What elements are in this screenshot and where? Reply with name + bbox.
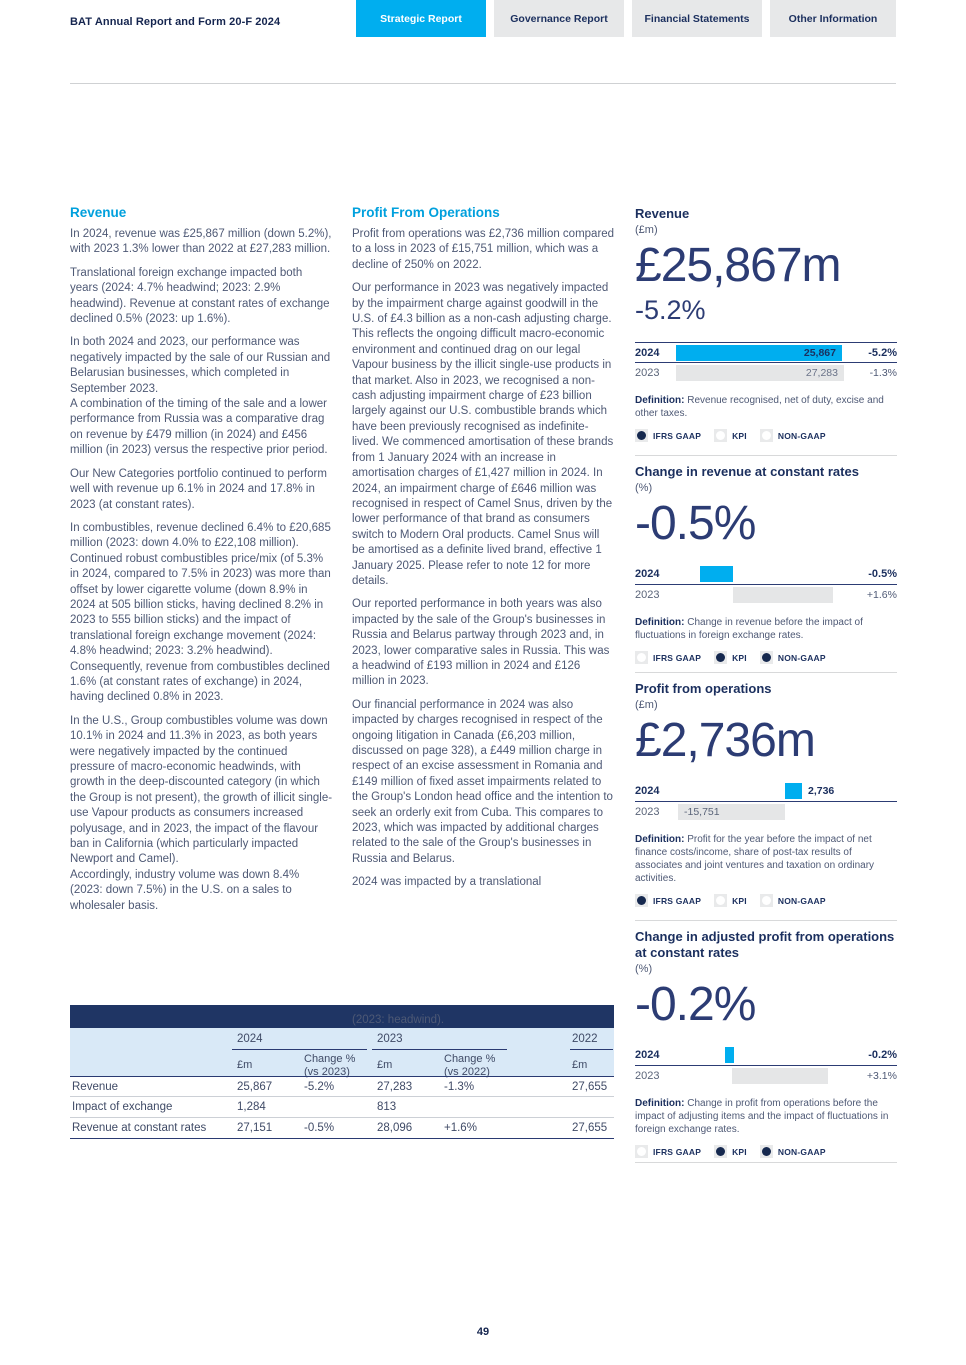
profit-overlap-text: (2023: headwind). xyxy=(352,1014,445,1026)
kpi-bar-chart xyxy=(635,342,897,384)
bar-row-2023: 2023 +1.6% xyxy=(635,589,897,601)
revenue-paragraph: In both 2024 and 2023, our performance was negatively impacted by the sale of our Russian and Belarusian businesses, which completed in September 2023. xyxy=(70,336,331,395)
revenue-heading: Revenue xyxy=(70,205,127,220)
legend-dot-icon xyxy=(637,1147,646,1156)
legend-item-non-gaap: NON-GAAP xyxy=(760,429,826,442)
kpi-legend xyxy=(635,1145,897,1158)
table-group-2023: 2023 xyxy=(377,1033,403,1045)
report-brand-title: BAT Annual Report and Form 20-F 2024 xyxy=(70,16,281,28)
legend-item-kpi: KPI xyxy=(714,1145,747,1158)
legend-chip xyxy=(635,651,648,664)
table-row: Revenue at constant rates 27,151 -0.5% 28,096 +1.6% 27,655 xyxy=(70,1118,614,1139)
profit-column xyxy=(352,205,615,899)
card-divider xyxy=(635,455,897,456)
table-row: Impact of exchange 1,284 813 xyxy=(70,1097,614,1118)
profit-paragraph: Our performance in 2023 was negatively impacted by the impairment charge against goodwill in the U.S. of £4.3 billion as a non-cash adjusting charge. This reflects the ongoing difficult macro-economic environment and continued drag on our legal Vapour business by the illicit single-use products in that market. Also in 2023, we recognised a non-cash adjusting impairment charge of £23 billion largely against our U.S. combustible brands which have been previously recognised as indefinite-lived. We commenced amortisation of these brands from 1 January 2024 with an increase in amortisation charges of £1,427 million in 2024. In 2024, an impairment charge of £646 million was recognised in respect of Camel Snus, driven by the lower performance of that brand as consumers switch to Modern Oral products. Camel Snus will be amortised as a definite lived brand, effective 1 January 2025. Please refer to note 12 for more details. xyxy=(352,282,614,587)
table-subheader: Change % (vs 2022) xyxy=(444,1053,496,1078)
kpi-card-revenue-constant-rates xyxy=(635,464,897,664)
legend-dot-icon xyxy=(762,896,771,905)
legend-chip xyxy=(635,894,648,907)
revenue-paragraph: Translational foreign exchange impacted both years (2024: 4.7% headwind; 2023: 2.9% headwind). Revenue at constant rates of exchange declined 0.5% (2023: up 1.6%). xyxy=(70,266,330,326)
legend-item-kpi: KPI xyxy=(714,894,747,907)
legend-dot-icon xyxy=(762,653,771,662)
legend-item-ifrs-gaap: IFRS GAAP xyxy=(635,1145,701,1158)
kpi-headline-value: £25,867m xyxy=(635,239,841,292)
table-column-headers xyxy=(70,1028,614,1076)
legend-item-ifrs-gaap: IFRS GAAP xyxy=(635,651,701,664)
revenue-paragraph: In the U.S., Group combustibles volume was down 10.1% in 2024 and 11.3% in 2023, as both years were negatively impacted by the continued pressure of macro-economic headwinds, with growth in the deep-discounted category (in which the Group is not present), the growth of illicit single-use Vapour products as consumers increased polyusage, and in 2023, the impact of the flavour ban in California (which particularly impacted Newport and Camel). xyxy=(70,714,333,866)
bar-2024 xyxy=(700,566,733,582)
bar-row-2024: 2024 2,736 xyxy=(635,781,897,802)
table-group-underline xyxy=(232,1049,367,1050)
bar-pct: +3.1% xyxy=(866,1070,897,1082)
table-subheader: Change % (vs 2023) xyxy=(304,1053,356,1078)
legend-chip xyxy=(635,429,648,442)
tab-other-information[interactable]: Other Information xyxy=(770,0,896,37)
bar-row-2024: 2024 -0.2% xyxy=(635,1045,897,1066)
profit-paragraph: Our financial performance in 2024 was also impacted by charges recognised in respect of the ongoing litigation in Canada (£6,203 million, discussed on page 328), a £449 million charge in respect of an excise assessment in Romania and £149 million of fixed asset impairments related to the Group's London head office and the intention to seek an orderly exit from Cuba. This compares to 2023, which was impacted by additional charges related to the sale of the Group's businesses in Russia and Belarus. xyxy=(352,698,613,865)
legend-item-kpi: KPI xyxy=(714,651,747,664)
legend-dot-icon xyxy=(716,1147,725,1156)
header-divider xyxy=(70,83,896,84)
table-row: Revenue 25,867 -5.2% 27,283 -1.3% 27,655 xyxy=(70,1076,614,1097)
legend-dot-icon xyxy=(637,896,646,905)
legend-chip xyxy=(714,894,727,907)
table-group-2024: 2024 xyxy=(237,1033,263,1045)
legend-chip xyxy=(635,1145,648,1158)
table-subheader: £m xyxy=(237,1059,253,1071)
card-divider xyxy=(635,920,897,921)
legend-dot-icon xyxy=(762,1147,771,1156)
profit-heading: Profit From Operations xyxy=(352,205,500,220)
table-group-2022: 2022 xyxy=(572,1033,598,1045)
kpi-title: Profit from operations xyxy=(635,681,772,696)
legend-dot-icon xyxy=(637,431,646,440)
bar-pct: -0.2% xyxy=(868,1049,897,1061)
kpi-title: Change in revenue at constant rates xyxy=(635,464,859,479)
card-divider xyxy=(635,672,897,673)
kpi-unit: (£m) xyxy=(635,224,658,236)
legend-dot-icon xyxy=(716,896,725,905)
bar-row-2024: 2024 -0.5% xyxy=(635,564,897,585)
legend-dot-icon xyxy=(716,653,725,662)
kpi-definition: Definition: Revenue recognised, net of duty, excise and other taxes. xyxy=(635,395,884,419)
bar-row-2024: 2024 25,867 -5.2% xyxy=(635,342,897,363)
page-number: 49 xyxy=(476,1326,490,1338)
tab-governance-report[interactable]: Governance Report xyxy=(494,0,624,37)
kpi-definition: Definition: Profit for the year before the impact of net finance costs/income, share of post-tax results of associates and joint ventures and taxation on ordinary activities. xyxy=(635,834,875,884)
profit-paragraph: 2024 was impacted by a translational xyxy=(352,876,542,889)
bar-pct: -1.3% xyxy=(869,367,897,379)
kpi-unit: (%) xyxy=(635,482,653,494)
kpi-headline-value: -0.2% xyxy=(635,978,756,1031)
kpi-bar-chart xyxy=(635,1045,897,1087)
revenue-paragraph: A combination of the timing of the sale and a lower performance from Russia was a comparative drag on revenue by £479 million (in 2024) and £456 million (in 2023) versus the respective prior period. xyxy=(70,398,328,457)
kpi-unit: (£m) xyxy=(635,699,658,711)
table-group-underline xyxy=(570,1049,613,1050)
kpi-legend xyxy=(635,651,897,664)
kpi-definition: Definition: Change in revenue before the impact of fluctuations in foreign exchange rates. xyxy=(635,617,863,641)
bar-value: 25,867 xyxy=(803,347,836,359)
bar-pct: -5.2% xyxy=(868,347,897,359)
table-subheader: £m xyxy=(572,1059,588,1071)
legend-chip xyxy=(714,651,727,664)
profit-paragraph: Profit from operations was £2,736 million compared to a loss in 2023 of £15,751 million, which was a decline of 250% on 2022. xyxy=(352,228,615,271)
revenue-column xyxy=(70,205,333,922)
kpi-title: Revenue xyxy=(635,206,690,221)
kpi-title: Change in adjusted profit from operations at constant rates xyxy=(635,929,895,960)
revenue-paragraph: Our New Categories portfolio continued to perform well with revenue up 6.1% in 2024 and 17.8% in 2023 (at constant rates). xyxy=(70,467,327,511)
legend-dot-icon xyxy=(762,431,771,440)
profit-paragraph: Our reported performance in both years was also impacted by the sale of the Group's businesses in Russia and Belarus partway through 2023 and, in 2023, lower comparative sales in Russia. This was a headwind of £193 million in 2024 and £126 million in 2023. xyxy=(352,598,610,688)
bar-row-2023: 2023 27,283 -1.3% xyxy=(635,367,897,379)
bar-row-2023: 2023 -15,751 xyxy=(635,802,897,823)
tab-financial-statements[interactable]: Financial Statements xyxy=(632,0,762,37)
kpi-headline-value: £2,736m xyxy=(635,714,815,767)
kpi-legend xyxy=(635,429,897,442)
bar-row-2023: 2023 +3.1% xyxy=(635,1070,897,1082)
legend-chip xyxy=(760,429,773,442)
kpi-bar-chart xyxy=(635,564,897,606)
bar-value: 27,283 xyxy=(805,367,838,379)
legend-chip xyxy=(714,1145,727,1158)
revenue-paragraph: Accordingly, industry volume was down 8.4% (2023: down 7.5%) in the U.S. on a sales to wholesaler basis. xyxy=(70,868,300,912)
legend-item-kpi: KPI xyxy=(714,429,747,442)
kpi-bar-chart xyxy=(635,781,897,823)
kpi-headline-change: -5.2% xyxy=(635,295,706,325)
legend-chip xyxy=(760,1145,773,1158)
table-header-bar xyxy=(70,1005,614,1028)
bar-value: 2,736 xyxy=(808,785,835,797)
revenue-paragraph: In 2024, revenue was £25,867 million (down 5.2%), with 2023 1.3% lower than 2022 at £27,283 million. xyxy=(70,228,332,256)
table-subheader: £m xyxy=(377,1059,393,1071)
tab-strategic-report[interactable]: Strategic Report xyxy=(356,0,486,37)
bar-2023 xyxy=(733,587,833,603)
kpi-card-profit-from-operations xyxy=(635,681,897,907)
kpi-card-revenue xyxy=(635,206,897,442)
legend-dot-icon xyxy=(637,653,646,662)
bar-value: -15,751 xyxy=(684,806,720,818)
bar-pct: -0.5% xyxy=(868,568,897,580)
table-group-underline xyxy=(372,1049,507,1050)
legend-item-ifrs-gaap: IFRS GAAP xyxy=(635,894,701,907)
kpi-headline-value: -0.5% xyxy=(635,497,756,550)
legend-chip xyxy=(714,429,727,442)
legend-item-non-gaap: NON-GAAP xyxy=(760,1145,826,1158)
kpi-legend xyxy=(635,894,897,907)
revenue-table xyxy=(70,1005,614,1139)
legend-chip xyxy=(760,651,773,664)
bar-2024 xyxy=(725,1047,734,1063)
legend-item-non-gaap: NON-GAAP xyxy=(760,651,826,664)
legend-item-ifrs-gaap: IFRS GAAP xyxy=(635,429,701,442)
bar-2024 xyxy=(785,783,802,799)
revenue-paragraph: In combustibles, revenue declined 6.4% to £20,685 million (2023: down 4.0% to £22,108 million). Continued robust combustibles price/mix (of 5.3% in 2024, compared to 7.5% in 2023) was more than offset by lower cigarette volume (down 8.9% in 2024 at 505 billion sticks, having declined 8.2% in 2023 to 555 billion sticks) and the impact of translational foreign exchange movement (2024: 4.8% headwind; 2023: 3.2% headwind). Consequently, revenue from combustibles declined 1.6% (at constant rates of exchange) in 2024, having declined 0.8% in 2023. xyxy=(70,521,331,704)
legend-dot-icon xyxy=(716,431,725,440)
kpi-card-adjusted-profit-constant-rates xyxy=(635,929,897,1158)
bar-2023 xyxy=(732,1068,828,1084)
legend-item-non-gaap: NON-GAAP xyxy=(760,894,826,907)
card-divider xyxy=(635,1162,897,1163)
bar-pct: +1.6% xyxy=(866,589,897,601)
kpi-unit: (%) xyxy=(635,963,653,975)
legend-chip xyxy=(760,894,773,907)
kpi-definition: Definition: Change in profit from operations before the impact of adjusting items and the impact of fluctuations in foreign exchange rates. xyxy=(635,1098,889,1135)
